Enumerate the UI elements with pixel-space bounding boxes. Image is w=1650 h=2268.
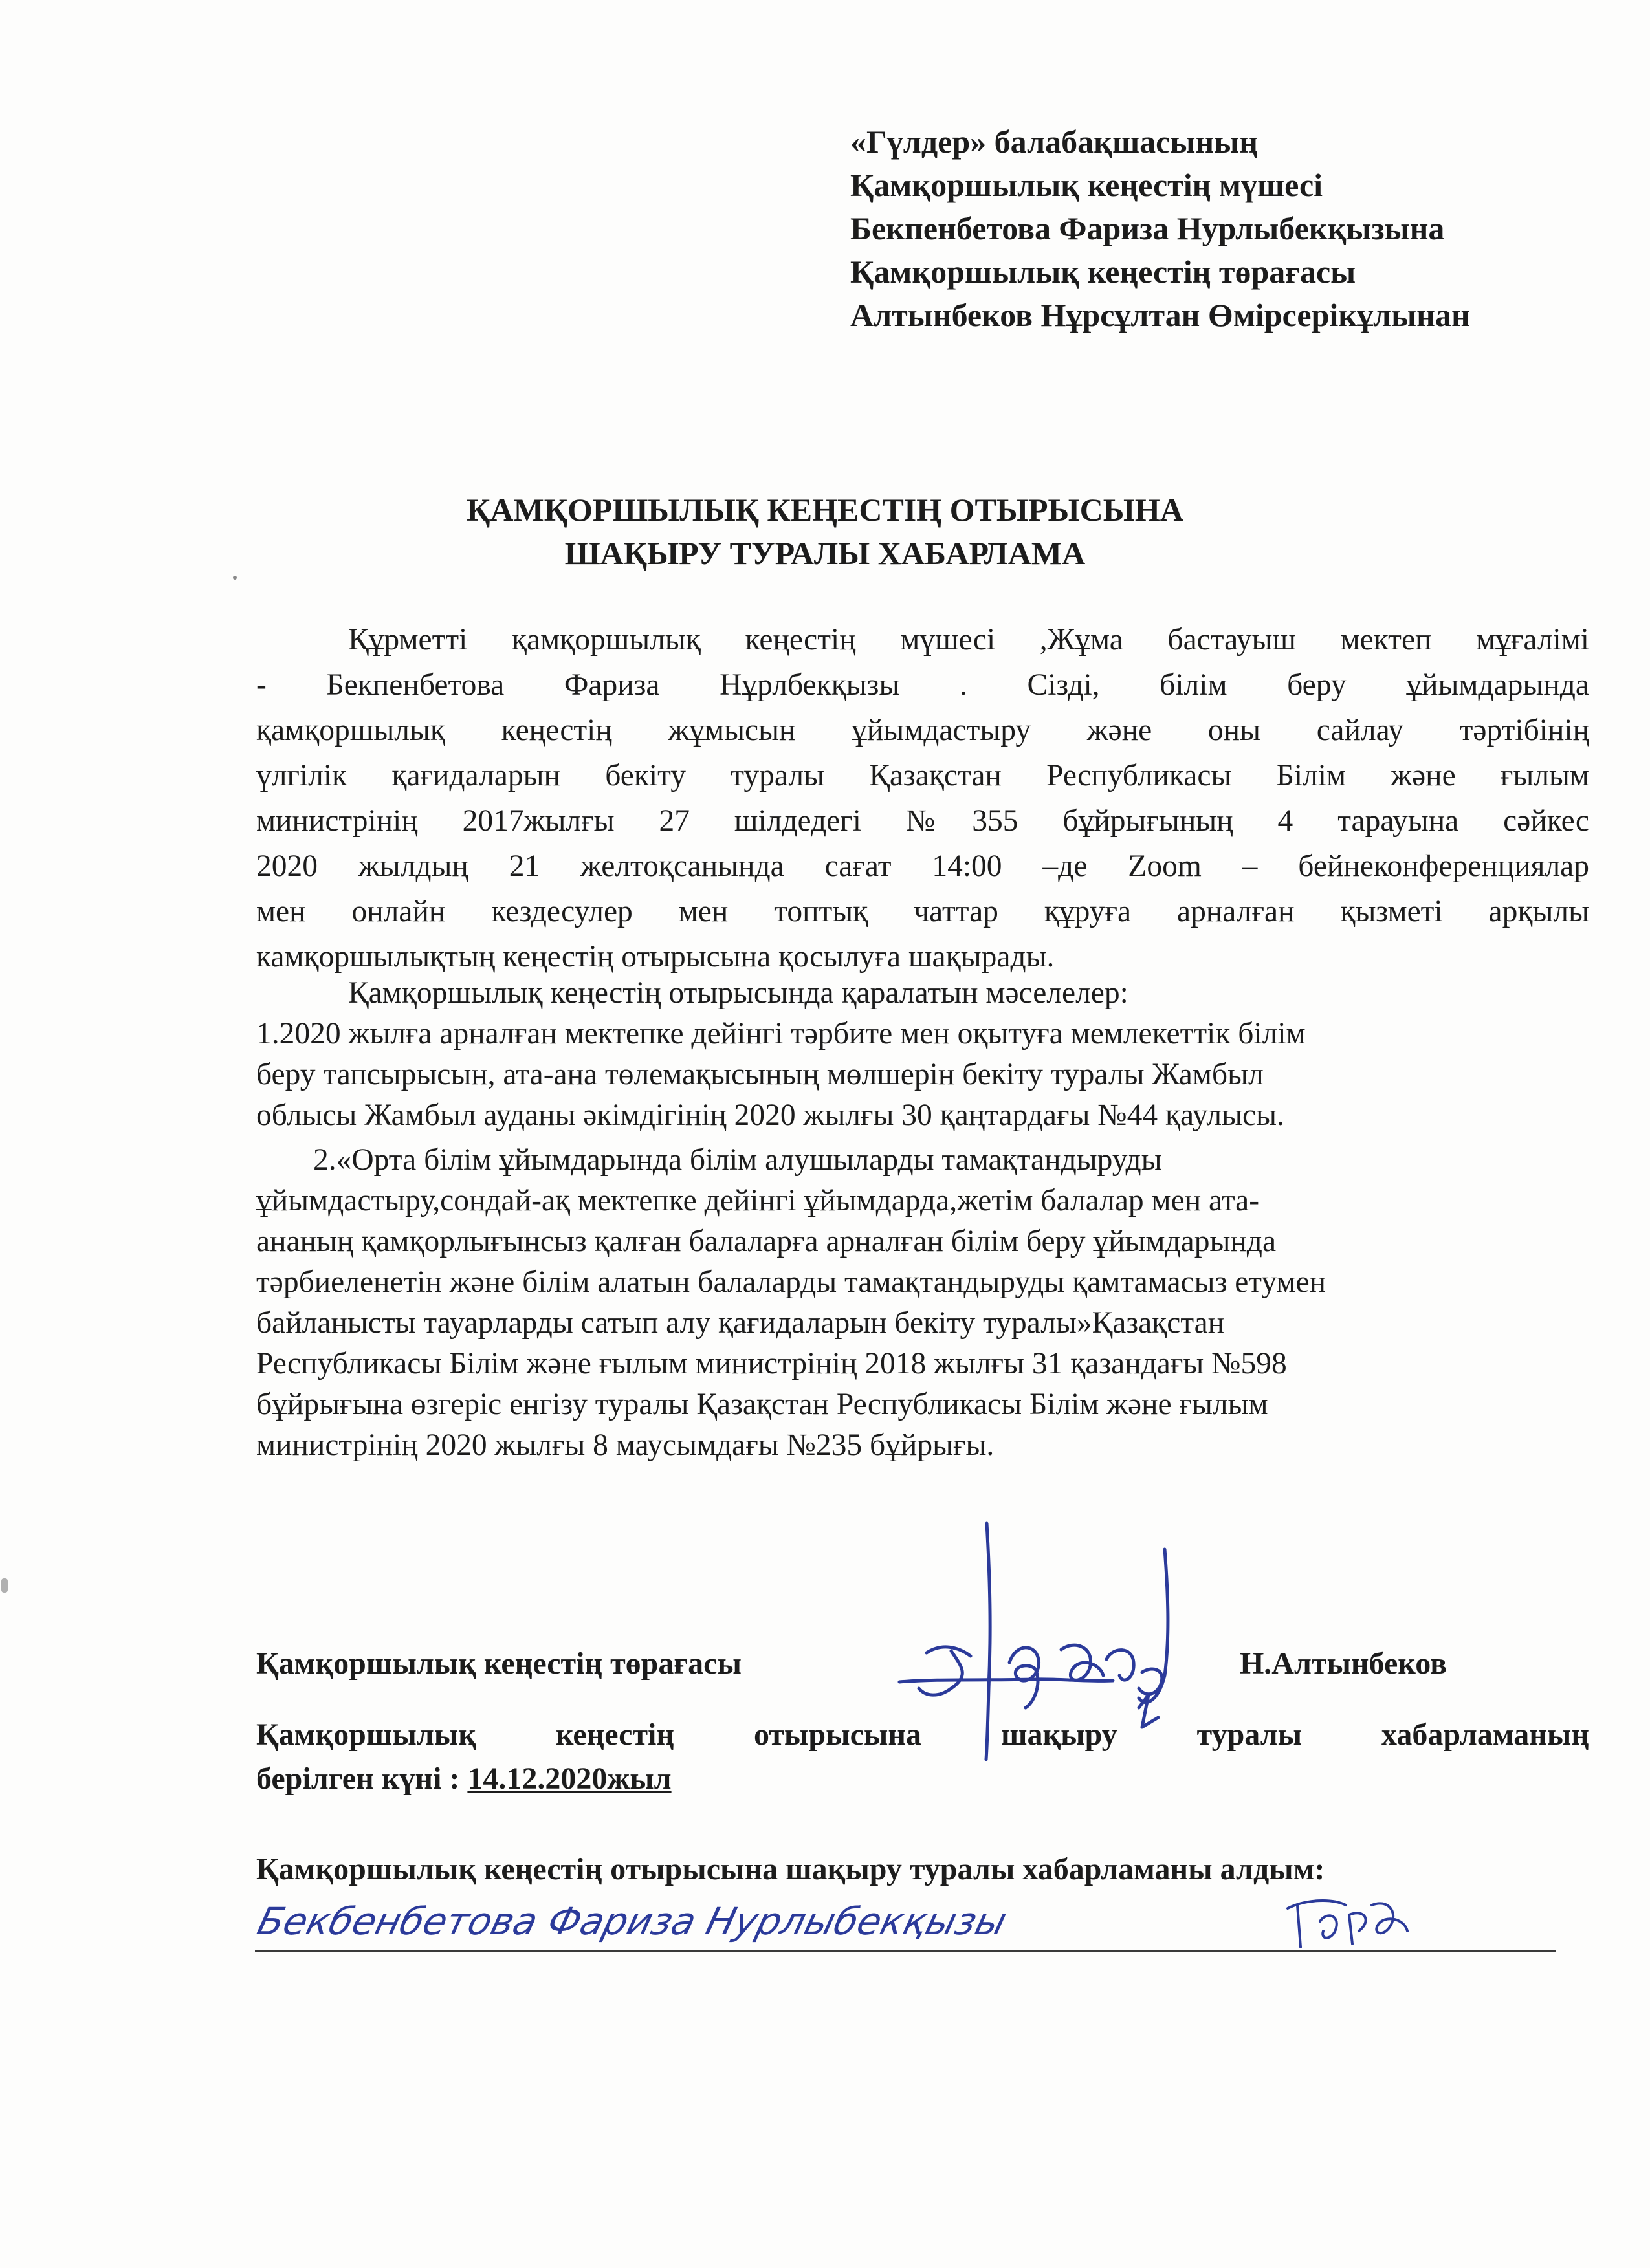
received-label: Қамқоршылық кеңестің отырысына шақыру туралы хабарламаны алдым:	[256, 1852, 1325, 1886]
item-1-line: 1.2020 жылға арналған мектепке дейінгі тәрбите мен оқытуға мемлекеттік білім	[256, 1017, 1306, 1051]
addressee-line: Қамқоршылық кеңестің төрағасы	[850, 254, 1356, 290]
paragraph-line: 2020 жылдың 21 желтоқсанында сағат 14:00 –де Zoom – бейнеконференциялар	[256, 849, 1589, 883]
issued-line-1: Қамқоршылық кеңестің отырысына шақыру туралы хабарламаның	[256, 1717, 1589, 1752]
recipient-signature	[1288, 1901, 1407, 1947]
title-line-2: ШАҚЫРУ ТУРАЛЫ ХАБАРЛАМА	[564, 535, 1086, 571]
item-2-line: байланысты тауарларды сатып алу қағидаларын бекіту туралы»Қазақстан	[256, 1306, 1225, 1340]
chair-label: Қамқоршылық кеңестің төрағасы	[256, 1646, 742, 1681]
addressee-line: Алтынбеков Нұрсұлтан Өмірсерікұлынан	[850, 297, 1470, 333]
paragraph-line: қамқоршылық кеңестің жұмысын ұйымдастыру және оны сайлау тәртібінің	[256, 714, 1589, 747]
item-2-line: 2.«Орта білім ұйымдарында білім алушыларды тамақтандыруды	[313, 1143, 1162, 1177]
title-line-1: ҚАМҚОРШЫЛЫҚ КЕҢЕСТІҢ ОТЫРЫСЫНА	[467, 492, 1183, 528]
paragraph-line: Құрметті қамқоршылық кеңестің мүшесі ,Жұма бастауыш мектеп мұғалімі	[348, 623, 1589, 657]
item-2-line: ұйымдастыру,сондай-ақ мектепке дейінгі ұйымдарда,жетім балалар мен ата-	[256, 1184, 1260, 1217]
item-2-line: тәрбиеленетін және білім алатын балаларды тамақтандыруды қамтамасыз етумен	[256, 1265, 1326, 1299]
addressee-line: Бекпенбетова Фариза Нурлыбекқызына	[850, 210, 1445, 246]
chair-name: Н.Алтынбеков	[1239, 1646, 1447, 1681]
paragraph-line: мен онлайн кездесулер мен топтық чаттар құруға арналған қызметі арқылы	[256, 895, 1589, 928]
item-1-line: беру тапсырысын, ата-ана төлемақысының мөлшерін бекіту туралы Жамбыл	[256, 1058, 1264, 1091]
item-2-line: Республикасы Білім және ғылым министрінің 2018 жылғы 31 қазандағы №598	[256, 1347, 1287, 1380]
addressee-line: «Гүлдер» балабақшасының	[850, 124, 1259, 160]
item-1-line: облысы Жамбыл ауданы әкімдігінің 2020 жылғы 30 қаңтардағы №44 қаулысы.	[256, 1098, 1284, 1132]
paragraph-line: министрінің 2017жылғы 27 шілдедегі №355 бұйрығының 4 тарауына сәйкес	[256, 804, 1589, 838]
item-2-line: бұйрығына өзгеріс енгізу туралы Қазақстан Республикасы Білім және ғылым	[256, 1388, 1268, 1421]
recipient-signature-line	[255, 1950, 1556, 1952]
issues-heading: Қамқоршылық кеңестің отырысында қаралатын мәселелер:	[348, 976, 1128, 1010]
addressee-line: Қамқоршылық кеңестің мүшесі	[850, 167, 1323, 203]
paragraph-line: үлгілік қағидаларын бекіту туралы Қазақстан Республикасы Білім және ғылым	[256, 759, 1589, 792]
recipient-handwritten-name: Бекбенбетова Фариза Нурлыбекқызы	[253, 1899, 1011, 1943]
paragraph-line: - Бекпенбетова Фариза Нұрлбекқызы . Сізді, білім беру ұйымдарында	[256, 668, 1589, 702]
issued-date: 14.12.2020жыл	[467, 1761, 672, 1796]
item-2-line: ананың қамқорлығынсыз қалған балаларға арналған білім беру ұйымдарында	[256, 1225, 1277, 1258]
issued-label: берілген күні :	[256, 1761, 468, 1796]
item-2-line: министрінің 2020 жылғы 8 маусымдағы №235 бұйрығы.	[256, 1428, 995, 1462]
paragraph-line: камқоршылықтың кеңестің отырысына қосылуға шақырады.	[256, 940, 1055, 974]
